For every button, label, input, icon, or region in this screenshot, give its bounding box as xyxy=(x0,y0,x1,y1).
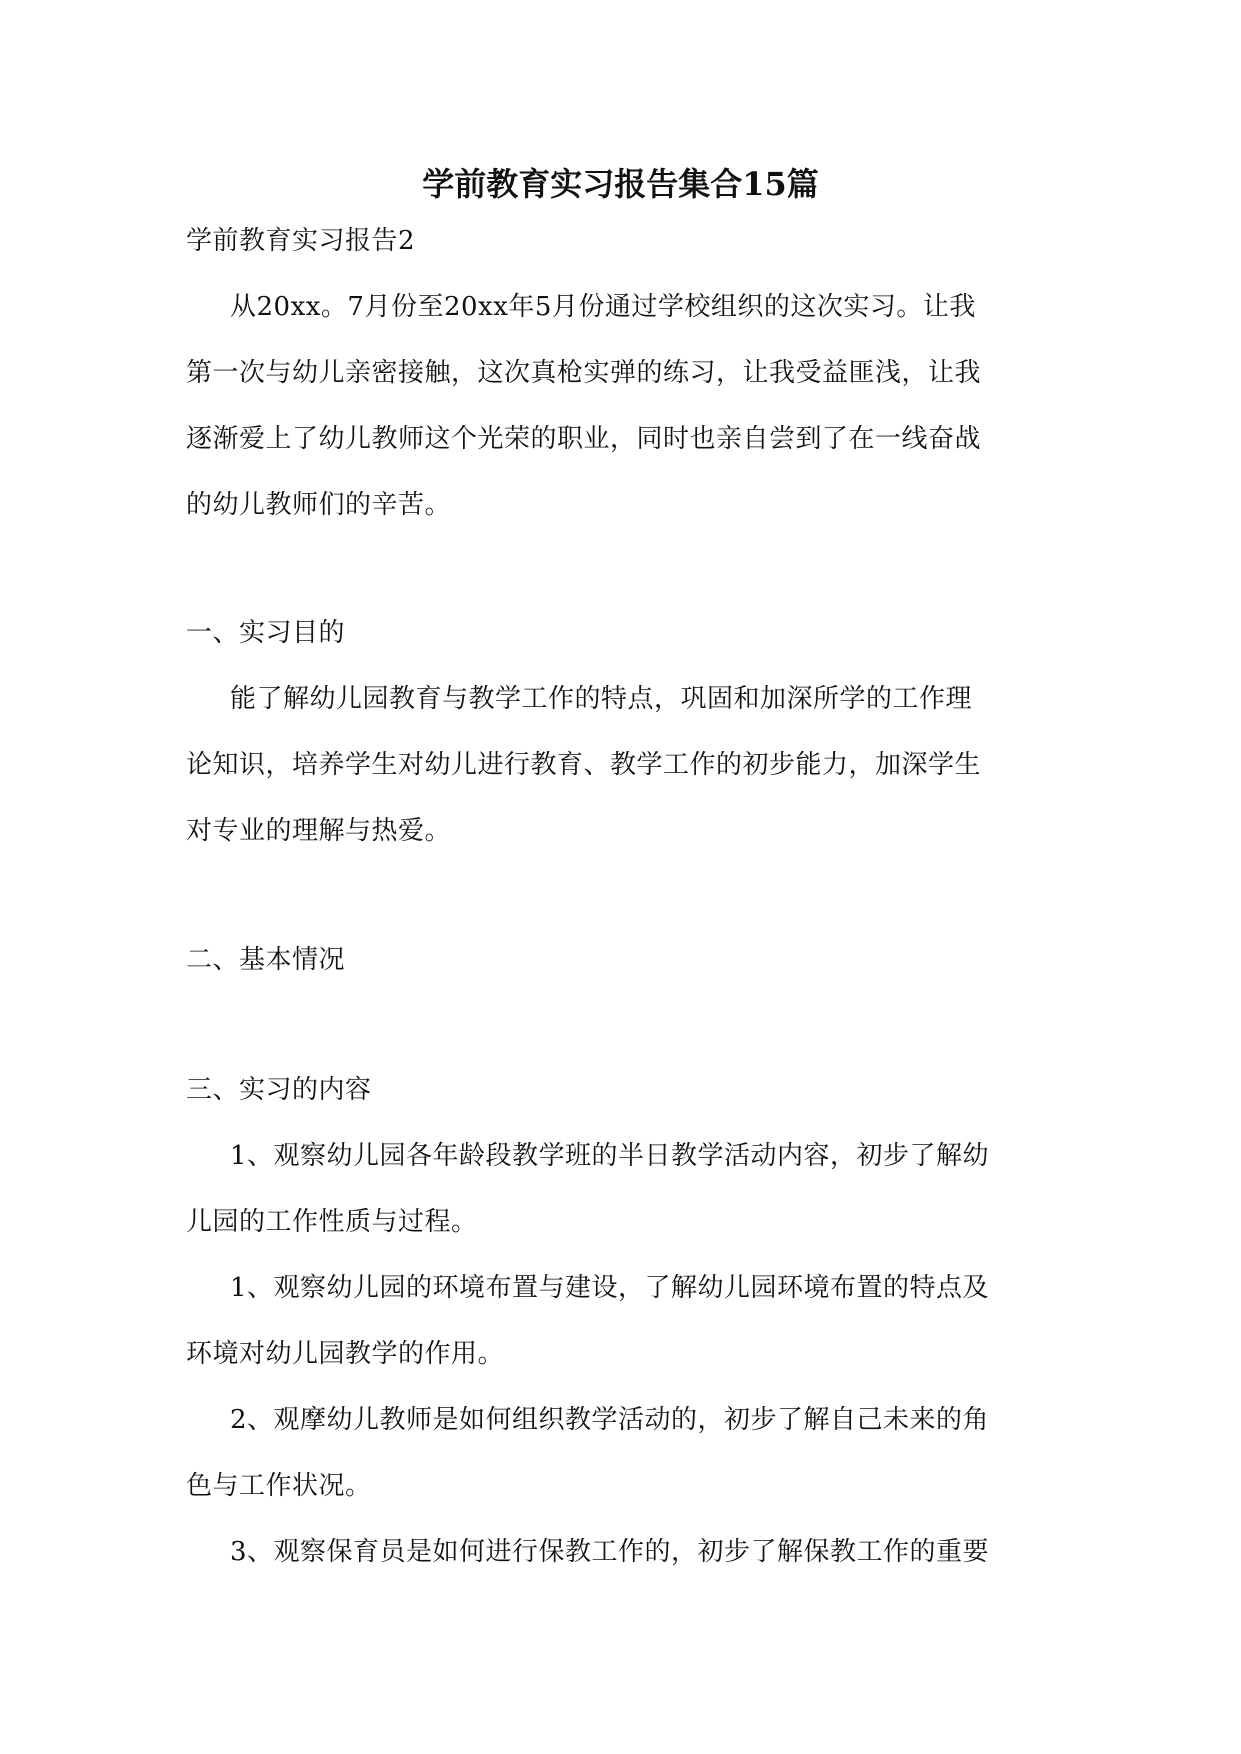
intro-line: 逐渐爱上了幼儿教师这个光荣的职业，同时也亲自尝到了在一线奋战 xyxy=(186,424,982,454)
list-item-line: 儿园的工作性质与过程。 xyxy=(186,1207,478,1237)
intro-line: 的幼儿教师们的辛苦。 xyxy=(186,490,452,520)
intro-line: 第一次与幼儿亲密接触，这次真枪实弹的练习，让我受益匪浅，让我 xyxy=(186,358,982,388)
document-subtitle: 学前教育实习报告2 xyxy=(186,226,416,256)
list-item-line: 2、观摩幼儿教师是如何组织教学活动的，初步了解自己未来的角 xyxy=(230,1405,990,1435)
paragraph-line: 能了解幼儿园教育与教学工作的特点，巩固和加深所学的工作理 xyxy=(230,684,973,714)
list-item-line: 3、观察保育员是如何进行保教工作的，初步了解保教工作的重要 xyxy=(230,1537,990,1567)
section-heading-purpose: 一、实习目的 xyxy=(186,618,346,648)
intro-line: 从20xx。7月份至20xx年5月份通过学校组织的这次实习。让我 xyxy=(230,292,976,322)
paragraph-line: 论知识，培养学生对幼儿进行教育、教学工作的初步能力，加深学生 xyxy=(186,750,982,780)
list-item-line: 环境对幼儿园教学的作用。 xyxy=(186,1339,505,1369)
list-item-line: 色与工作状况。 xyxy=(186,1471,372,1501)
section-heading-basic: 二、基本情况 xyxy=(186,945,346,975)
document-title: 学前教育实习报告集合15篇 xyxy=(422,165,819,203)
section-heading-content: 三、实习的内容 xyxy=(186,1075,372,1105)
list-item-line: 1、观察幼儿园各年龄段教学班的半日教学活动内容，初步了解幼 xyxy=(230,1141,990,1171)
paragraph-line: 对专业的理解与热爱。 xyxy=(186,816,452,846)
list-item-line: 1、观察幼儿园的环境布置与建设，了解幼儿园环境布置的特点及 xyxy=(230,1273,990,1303)
